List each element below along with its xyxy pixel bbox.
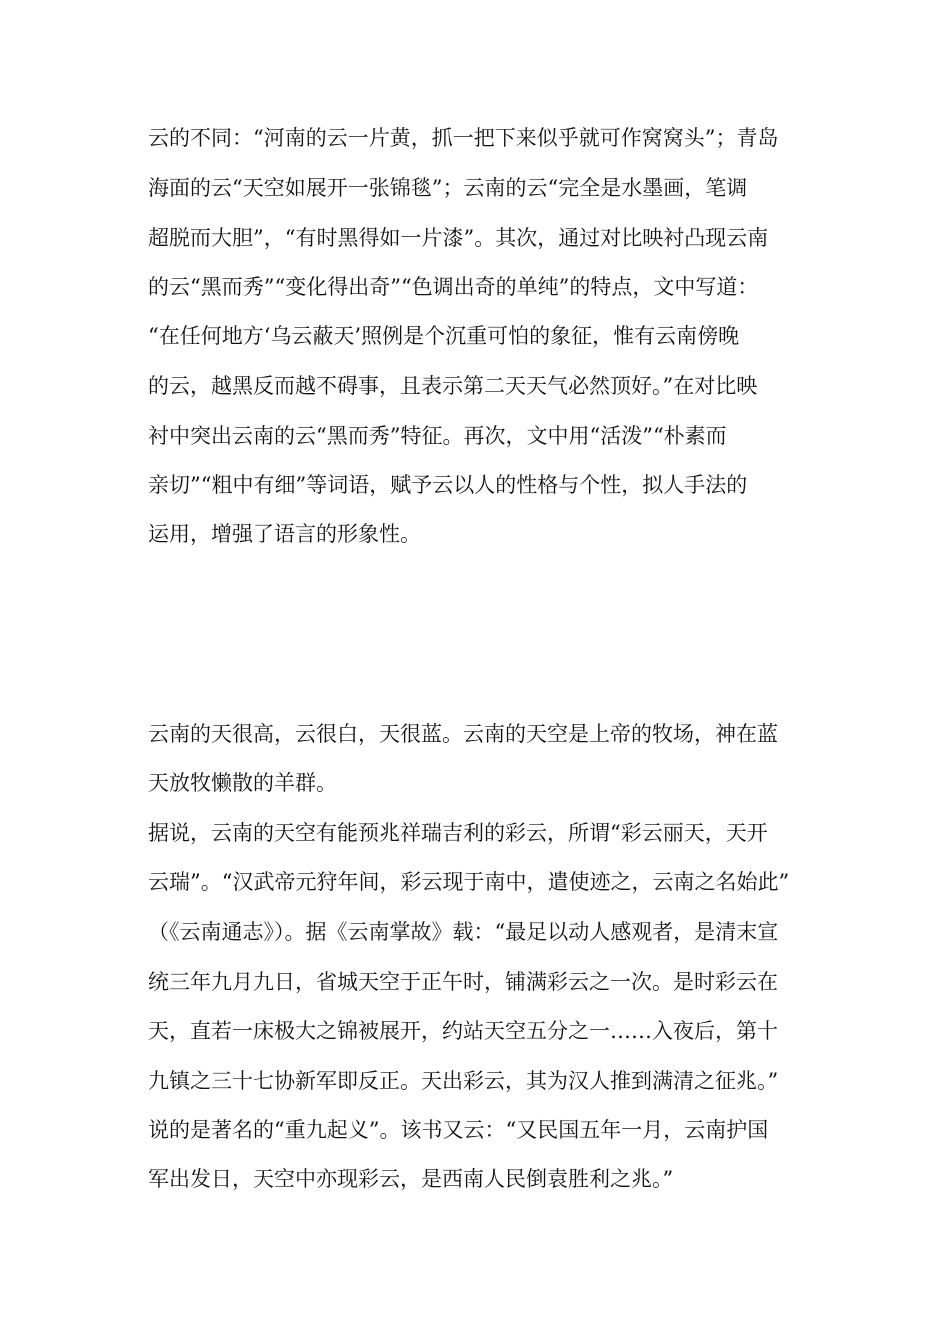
text-line: 海面的云“天空如展开一张锦毯”；云南的云“完全是水墨画，笔调 — [148, 176, 748, 200]
text-line: （《云南通志》）。据《云南掌故》载：“最足以动人感观者，是清末宣 — [148, 920, 779, 944]
text-line: 衬中突出云南的云“黑而秀”特征。再次，文中用“活泼”“朴素而 — [148, 424, 727, 448]
text-line: 云南的天很高，云很白，天很蓝。云南的天空是上帝的牧场，神在蓝 — [148, 722, 778, 746]
text-line: 据说，云南的天空有能预兆祥瑞吉利的彩云，所谓“彩云丽天，天开 — [148, 821, 768, 845]
text-line: 说的是著名的“重九起义”。该书又云：“又民国五年一月，云南护国 — [148, 1118, 769, 1142]
text-line: 统三年九月九日，省城天空于正午时，铺满彩云之一次。是时彩云在 — [148, 970, 778, 994]
text-line: 的云，越黑反而越不碍事，且表示第二天天气必然顶好。”在对比映 — [148, 374, 758, 398]
text-line: 超脱而大胆”，“有时黑得如一片漆”。其次，通过对比映衬凸现云南 — [148, 226, 769, 250]
text-line: 云的不同：“河南的云一片黄，抓一把下来似乎就可作窝窝头”；青岛 — [148, 126, 779, 150]
text-line: 运用，增强了语言的形象性。 — [148, 522, 421, 546]
text-line: “在任何地方‘乌云蔽天’照例是个沉重可怕的象征，惟有云南傍晚 — [148, 324, 740, 348]
text-line: 天放牧懒散的羊群。 — [148, 771, 337, 795]
text-line: 军出发日，天空中亦现彩云，是西南人民倒袁胜利之兆。” — [148, 1167, 674, 1191]
text-line: 的云“黑而秀”“变化得出奇”“色调出奇的单纯”的特点，文中写道： — [148, 275, 759, 299]
text-line: 九镇之三十七协新军即反正。天出彩云，其为汉人推到满清之征兆。” — [148, 1069, 779, 1093]
text-line: 亲切”“粗中有细”等词语，赋予云以人的性格与个性，拟人手法的 — [148, 473, 748, 497]
text-line: 天，直若一床极大之锦被展开，约站天空五分之一……入夜后，第十 — [148, 1019, 778, 1043]
text-line: 云瑞”。“汉武帝元狩年间，彩云现于南中，遣使迹之，云南之名始此” — [148, 870, 790, 894]
